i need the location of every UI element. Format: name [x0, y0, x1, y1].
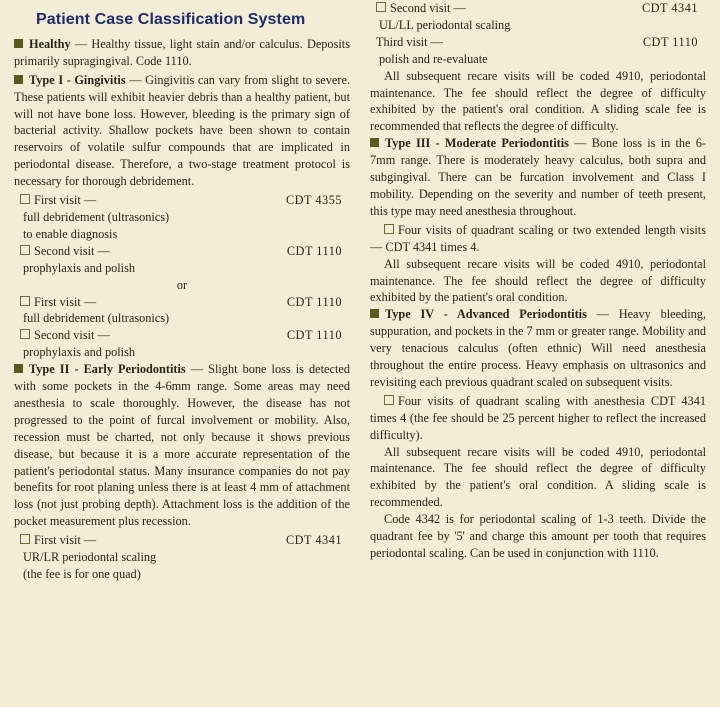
- healthy-section: [14, 36, 350, 70]
- type4-heading: Type IV - Advanced Periodontitis: [385, 307, 587, 322]
- visit-label: First visit —: [34, 294, 97, 309]
- option-text: Four visits of quadrant scaling or two extended length visits — CDT 4341 times 4.: [370, 222, 706, 254]
- type2-note: All subsequent recare visits will be coded 4910, periodontal maintenance. The fee should reflect the degree of difficulty exhibited by the patient's oral condition. A sliding scale fee is recommended that reflects the degree of difficulty.: [370, 68, 706, 134]
- code-note: Code 4342 is for periodontal scaling of 1-3 teeth. Divide the quadrant fee by '5' and charge this amount per tooth that requires periodontal scaling. Can be used in conjunction with 1110.: [370, 512, 706, 560]
- checkbox-icon: [20, 534, 30, 544]
- visit-code: CDT 1110: [286, 294, 342, 309]
- type3-text: — Bone loss is in the 6-7mm range. There is moderately heavy calculus, both supra and subgingival. There can be furcation involvement and Class I mobility. Depending on the severity and number of teeth present, this type may need anesthesia throughout.: [370, 136, 706, 218]
- checkbox-icon: [20, 245, 30, 255]
- visit-code: CDT 4341: [285, 533, 342, 548]
- type2-text: — Slight bone loss is detected with some pockets in the 4-6mm range. Some areas may need anesthesia to scale thoroughly. However, the disease has not progressed to the point of furcal involvement or mobility. Also, recession must be charted, not only because it shows previous disease, but because it is a more accurate representation of the patient's periodontal status. Many insurance companies do not pay benefits for root planing unless there is at least 4 mm of attachment loss (not just probing depth). Attachment loss is the addition of the pocket measurement plus recession.: [14, 362, 350, 529]
- checkbox-icon: [384, 395, 394, 405]
- type4-text: — Heavy bleeding, suppuration, and pockets in the 7 mm or greater range. Mobility and very tenacious calculus (often ethnic) Will need anesthesia throughout the entire process. Heavy emphasis on ultrasonics and revisiting each previous quadrant scaled on subsequent visits.: [370, 307, 706, 389]
- visit-detail: prophylaxis and polish: [23, 345, 136, 360]
- square-bullet-icon: [14, 39, 23, 48]
- visit-row: [14, 532, 350, 549]
- visit-detail: full debridement (ultrasonics): [23, 311, 170, 326]
- square-bullet-icon: [370, 309, 379, 318]
- visit-label: First visit —: [34, 193, 97, 208]
- visit-detail: full debridement (ultrasonics): [23, 209, 170, 224]
- visit-detail: to enable diagnosis: [23, 226, 118, 241]
- visit-label: Third visit —: [376, 34, 443, 49]
- page-title: Patient Case Classification System: [36, 11, 306, 28]
- square-bullet-icon: [370, 138, 379, 147]
- visit-code: CDT 1110: [286, 243, 342, 258]
- visit-row: [14, 243, 350, 260]
- visit-row: [14, 327, 350, 344]
- visit-label: Second visit —: [390, 1, 466, 15]
- visit-code: CDT 1110: [286, 328, 342, 343]
- type3-section: [370, 135, 706, 220]
- checkbox-icon: [20, 194, 30, 204]
- visit-row: [370, 0, 706, 17]
- visit-detail: prophylaxis and polish: [23, 260, 136, 275]
- checkbox-icon: [384, 224, 394, 234]
- type3-note: All subsequent recare visits will be coded 4910, periodontal maintenance. The fee should reflect the degree of difficulty exhibited by the patient's oral condition.: [370, 256, 706, 305]
- type2-heading: Type II - Early Periodontitis: [29, 362, 186, 377]
- visit-code: CDT 1110: [642, 34, 698, 49]
- visit-code: CDT 4355: [285, 193, 342, 208]
- visit-detail: (the fee is for one quad): [23, 567, 141, 581]
- visit-label: First visit —: [34, 533, 97, 548]
- visit-row: [14, 192, 350, 209]
- visit-row: [370, 34, 706, 51]
- type3-option: [370, 222, 706, 256]
- type1-heading: Type I - Gingivitis: [29, 72, 126, 87]
- checkbox-icon: [20, 296, 30, 306]
- type2-section: [14, 361, 350, 530]
- type4-section: [370, 306, 706, 391]
- type3-heading: Type III - Moderate Periodontitis: [385, 136, 569, 151]
- checkbox-icon: [20, 329, 30, 339]
- visit-label: Second visit —: [34, 243, 110, 258]
- type4-option: [370, 393, 706, 444]
- healthy-heading: Healthy: [29, 36, 71, 51]
- checkbox-icon: [376, 2, 386, 12]
- right-column: [370, 0, 706, 707]
- option-text: Four visits of quadrant scaling with anesthesia CDT 4341 times 4 (the fee should be 25 percent higher to reflect the increased difficulty).: [370, 393, 706, 442]
- visit-label: Second visit —: [34, 328, 110, 343]
- type4-note: All subsequent recare visits will be coded 4910, periodontal maintenance. The fee should reflect the degree of difficulty exhibited by the patient's oral condition. A sliding scale is recommended.: [370, 444, 706, 510]
- square-bullet-icon: [14, 364, 23, 373]
- visit-code: CDT 4341: [641, 1, 698, 15]
- left-column: [14, 0, 350, 707]
- visit-detail: UL/LL periodontal scaling: [379, 17, 511, 32]
- square-bullet-icon: [14, 75, 23, 84]
- type1-section: [14, 72, 350, 190]
- or-separator: or: [176, 277, 188, 292]
- visit-detail: UR/LR periodontal scaling: [23, 550, 157, 565]
- healthy-text: — Healthy tissue, light stain and/or calculus. Deposits primarily supragingival. Code 1110.: [14, 36, 350, 68]
- type1-text: — Gingivitis can vary from slight to severe. These patients will exhibit heavier debris than a healthy patient, but will not have bone loss. However, bleeding is the primary sign of bacterial activity. Shallow pockets have been shown to contain reservoirs of volatile sulfur compounds that are implicated in periodontal disease. Therefore, a two-stage treatment protocol is necessary for thorough debridement.: [14, 72, 350, 189]
- visit-row: [14, 294, 350, 311]
- visit-detail: polish and re-evaluate: [379, 51, 488, 66]
